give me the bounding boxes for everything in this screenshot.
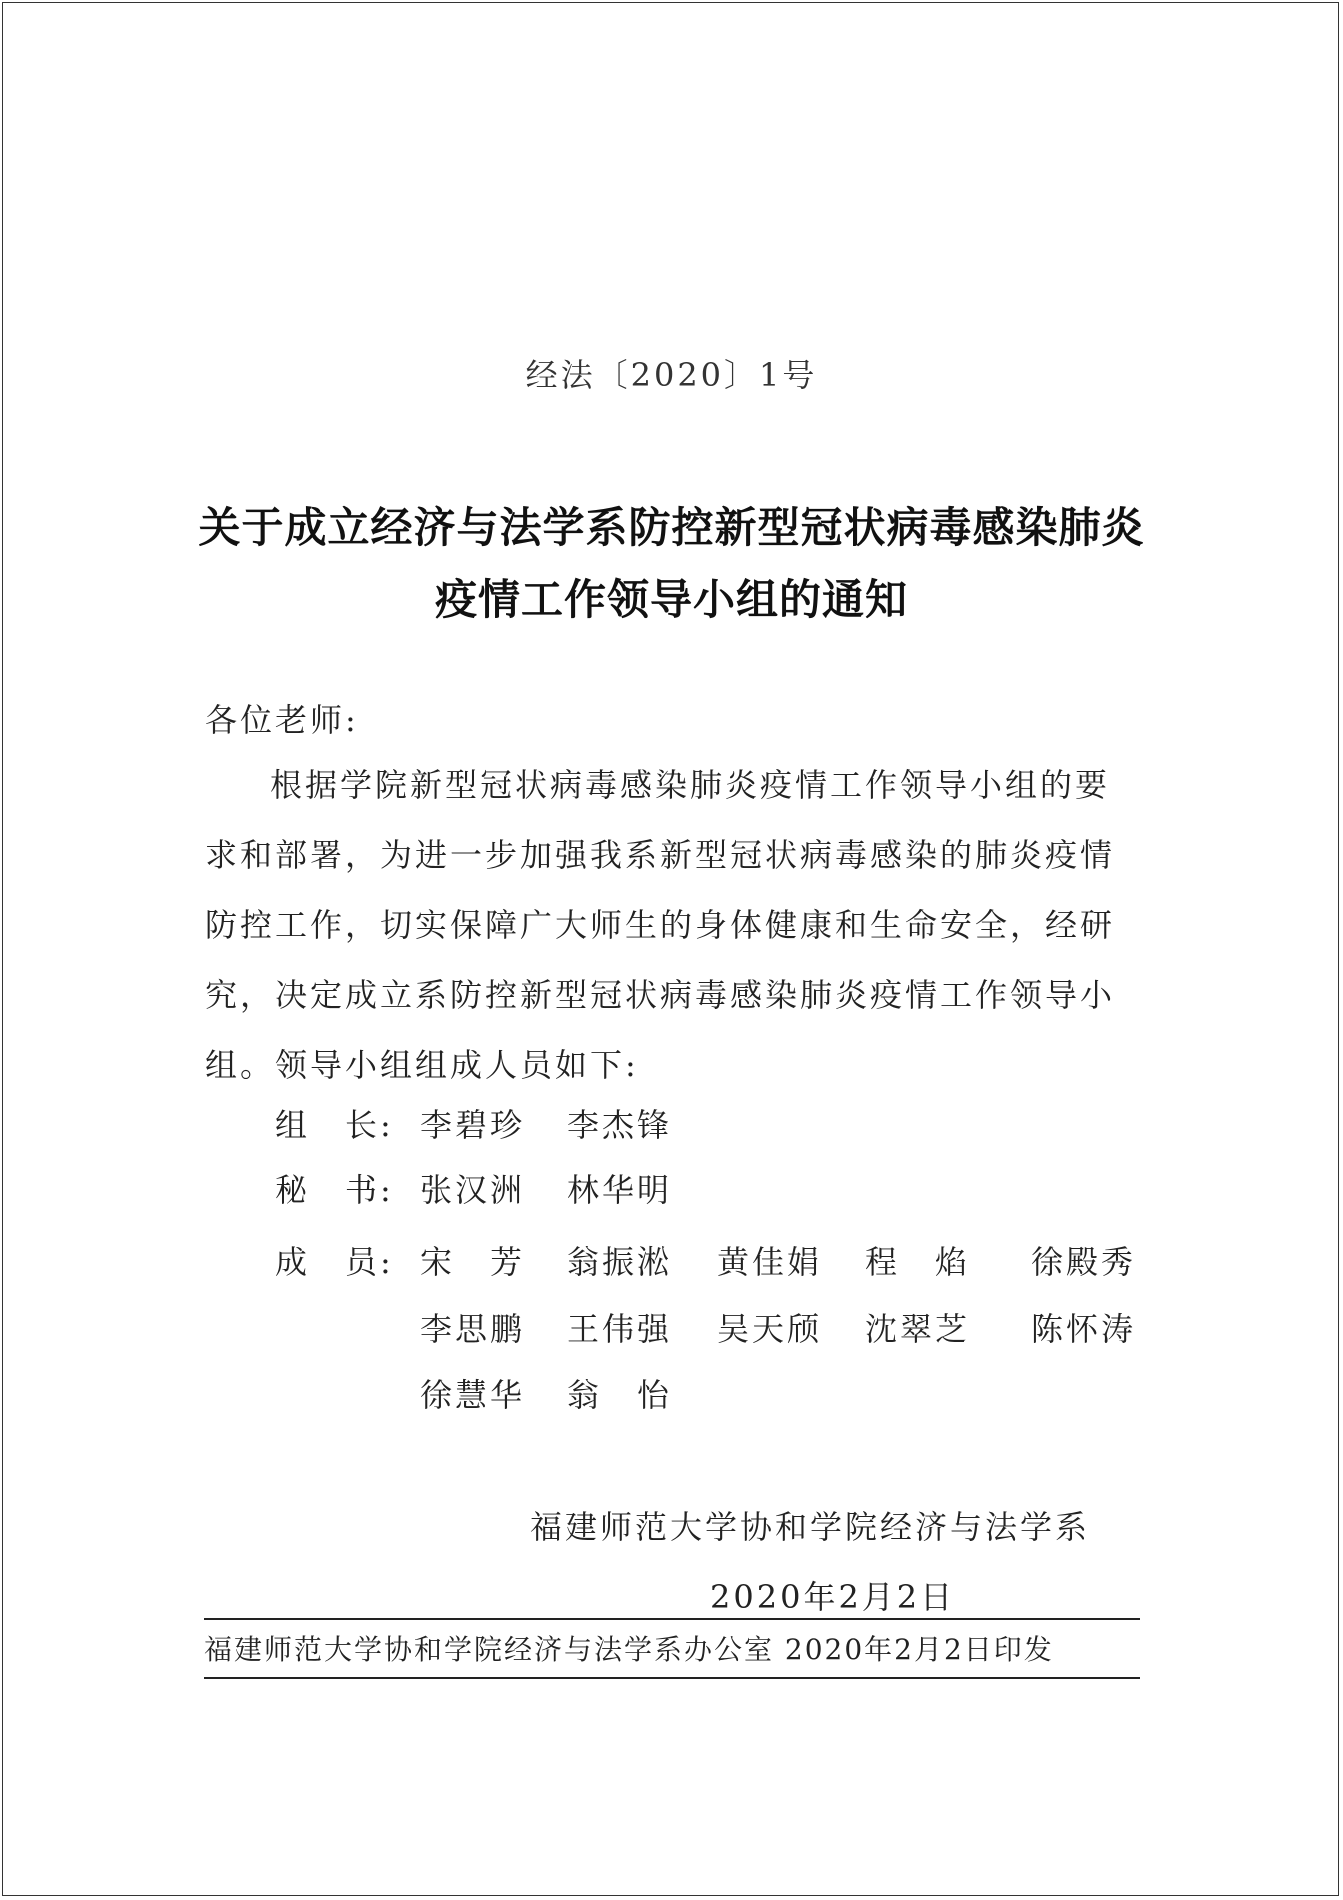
leader-name: 李杰锋 bbox=[567, 1106, 673, 1144]
document-number: 经法〔2020〕1号 bbox=[525, 356, 818, 394]
member-name: 李思鹏 bbox=[420, 1310, 526, 1348]
member-name: 宋 芳 bbox=[420, 1243, 526, 1281]
member-name: 徐殿秀 bbox=[1031, 1243, 1137, 1281]
paragraph-line: 求和部署，为进一步加强我系新型冠状病毒感染的肺炎疫情 bbox=[205, 836, 1116, 874]
member-name: 王伟强 bbox=[567, 1310, 673, 1348]
footer-issue-line: 福建师范大学协和学院经济与法学系办公室 2020年2月2日印发 bbox=[204, 1633, 1054, 1666]
member-name: 沈翠芝 bbox=[865, 1310, 971, 1348]
leader-name: 李碧珍 bbox=[420, 1106, 526, 1144]
member-name: 翁 怡 bbox=[567, 1376, 673, 1414]
document-title-line-2: 疫情工作领导小组的通知 bbox=[434, 575, 908, 624]
member-name: 徐慧华 bbox=[420, 1376, 526, 1414]
member-name: 黄佳娟 bbox=[717, 1243, 823, 1281]
member-label: 成 员: bbox=[275, 1243, 394, 1281]
member-name: 陈怀涛 bbox=[1031, 1310, 1137, 1348]
secretary-name: 张汉洲 bbox=[420, 1171, 526, 1209]
paragraph-line: 根据学院新型冠状病毒感染肺炎疫情工作领导小组的要 bbox=[270, 766, 1111, 804]
member-name: 翁振淞 bbox=[567, 1243, 673, 1281]
paragraph-line: 究，决定成立系防控新型冠状病毒感染肺炎疫情工作领导小 bbox=[205, 976, 1116, 1014]
footer-rule-bottom bbox=[204, 1677, 1140, 1679]
paragraph-line: 组。领导小组组成人员如下: bbox=[205, 1046, 639, 1084]
salutation: 各位老师: bbox=[205, 701, 359, 739]
member-name: 吴天颀 bbox=[717, 1310, 823, 1348]
page-border bbox=[2, 2, 1339, 1896]
secretary-name: 林华明 bbox=[567, 1171, 673, 1209]
signature-organization: 福建师范大学协和学院经济与法学系 bbox=[530, 1508, 1091, 1546]
secretary-label: 秘 书: bbox=[275, 1171, 394, 1209]
footer-rule-top bbox=[204, 1618, 1140, 1620]
leader-label: 组 长: bbox=[275, 1106, 394, 1144]
member-name: 程 焰 bbox=[865, 1243, 971, 1281]
signature-date: 2020年2月2日 bbox=[710, 1578, 956, 1616]
paragraph-line: 防控工作，切实保障广大师生的身体健康和生命安全，经研 bbox=[205, 906, 1116, 944]
document-title-line-1: 关于成立经济与法学系防控新型冠状病毒感染肺炎 bbox=[198, 503, 1145, 552]
